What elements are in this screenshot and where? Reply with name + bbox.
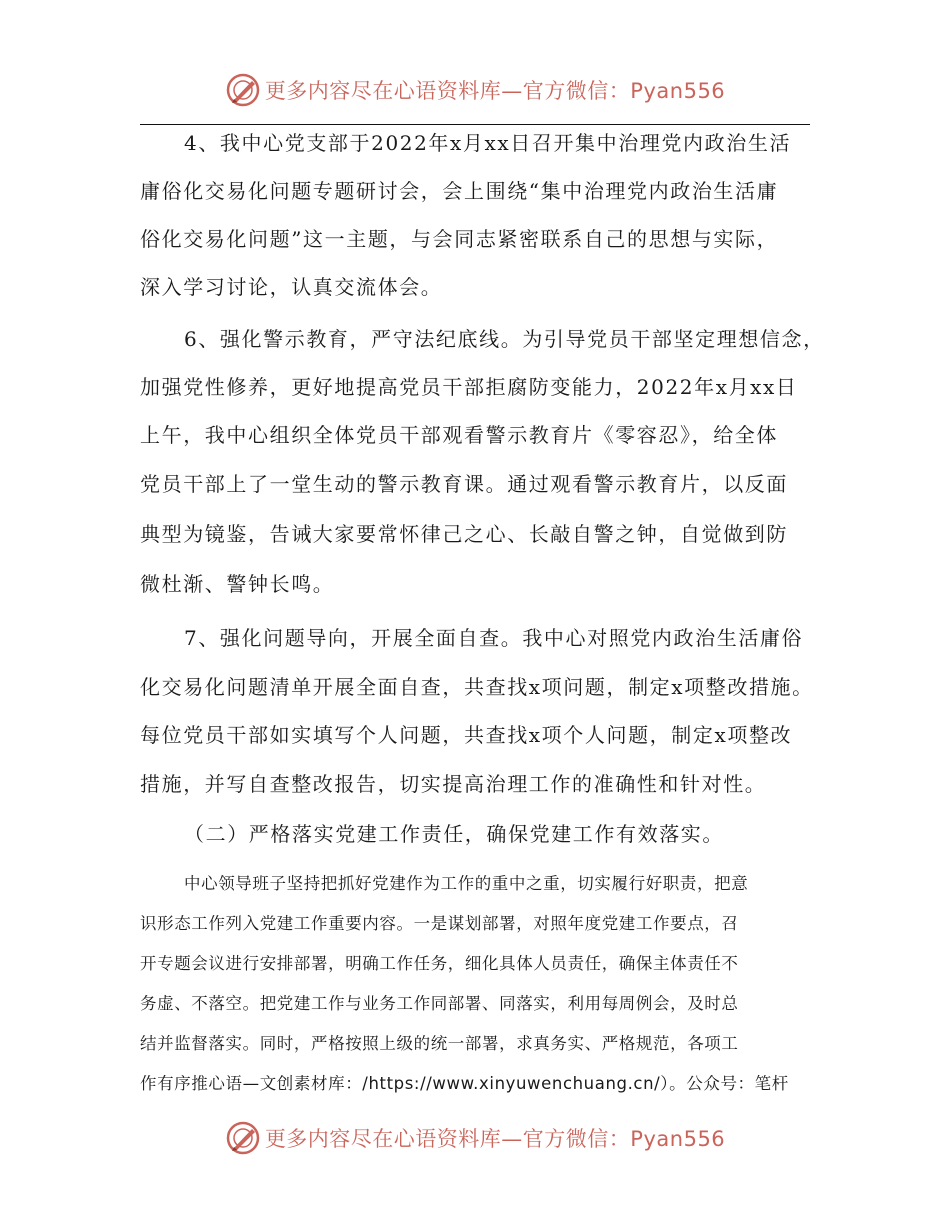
paragraph-8-line-2: 识形态工作列入党建工作重要内容。一是谋划部署，对照年度党建工作要点，召: [140, 914, 739, 933]
paragraph-7-line-2: 化交易化问题清单开展全面自查，共查找x项问题，制定x项整改措施。: [140, 675, 814, 699]
footer-banner: [0, 1114, 950, 1162]
header-banner-text: 更多内容尽在心语资料库—官方微信：Pyan556: [264, 79, 726, 103]
paragraph-4-line-4: 深入学习讨论，认真交流体会。: [140, 275, 443, 299]
footer-banner-text: 更多内容尽在心语资料库—官方微信：Pyan556: [264, 1127, 726, 1151]
header-banner: [0, 66, 950, 114]
paragraph-8-line-1: 中心领导班子坚持把抓好党建作为工作的重中之重，切实履行好职责，把意: [184, 874, 749, 893]
pen-logo-icon: [225, 72, 261, 108]
paragraph-8-line-5: 结并监督落实。同时，严格按照上级的统一部署，求真务实、严格规范，各项工: [140, 1034, 739, 1053]
paragraph-6-line-4: 党员干部上了一堂生动的警示教育课。通过观看警示教育片，以反面: [140, 472, 788, 496]
paragraph-7-line-1: 7、强化问题导向，开展全面自查。我中心对照党内政治生活庸俗: [184, 626, 804, 650]
paragraph-8-line-4: 务虚、不落空。把党建工作与业务工作同部署、同落实，利用每周例会，及时总: [140, 994, 739, 1013]
paragraph-7-line-4: 措施，并写自查整改报告，切实提高治理工作的准确性和针对性。: [140, 772, 767, 796]
header-divider: [140, 124, 810, 125]
paragraph-4-line-1: 4、我中心党支部于2022年x月xx日召开集中治理党内政治生活: [184, 131, 792, 155]
paragraph-4-line-2: 庸俗化交易化问题专题研讨会，会上围绕“集中治理党内政治生活庸: [140, 179, 779, 203]
paragraph-7-line-3: 每位党员干部如实填写个人问题，共查找x项个人问题，制定x项整改: [140, 723, 793, 747]
paragraph-4-line-3: 俗化交易化问题”这一主题，与会同志紧密联系自己的思想与实际，: [140, 227, 779, 251]
paragraph-6-line-1: 6、强化警示教育，严守法纪底线。为引导党员干部坚定理想信念，: [184, 327, 825, 351]
paragraph-8-line-6: 作有序推心语—文创素材库：/https://www.xinyuwenchuang.cn/）。公众号：笔杆: [140, 1074, 789, 1093]
paragraph-6-line-2: 加强党性修养，更好地提高党员干部拒腐防变能力，2022年x月xx日: [140, 375, 798, 399]
paragraph-6-line-6: 微杜渐、警钟长鸣。: [140, 572, 335, 596]
paragraph-8-line-3: 开专题会议进行安排部署，明确工作任务，细化具体人员责任，确保主体责任不: [140, 954, 739, 973]
pen-logo-icon: [225, 1120, 261, 1156]
paragraph-6-line-3: 上午，我中心组织全体党员干部观看警示教育片《零容忍》，给全体: [140, 423, 778, 447]
paragraph-6-line-5: 典型为镜鉴，告诫大家要常怀律己之心、长敲自警之钟，自觉做到防: [140, 522, 788, 546]
section-heading: （二）严格落实党建工作责任，确保党建工作有效落实。: [184, 822, 724, 846]
